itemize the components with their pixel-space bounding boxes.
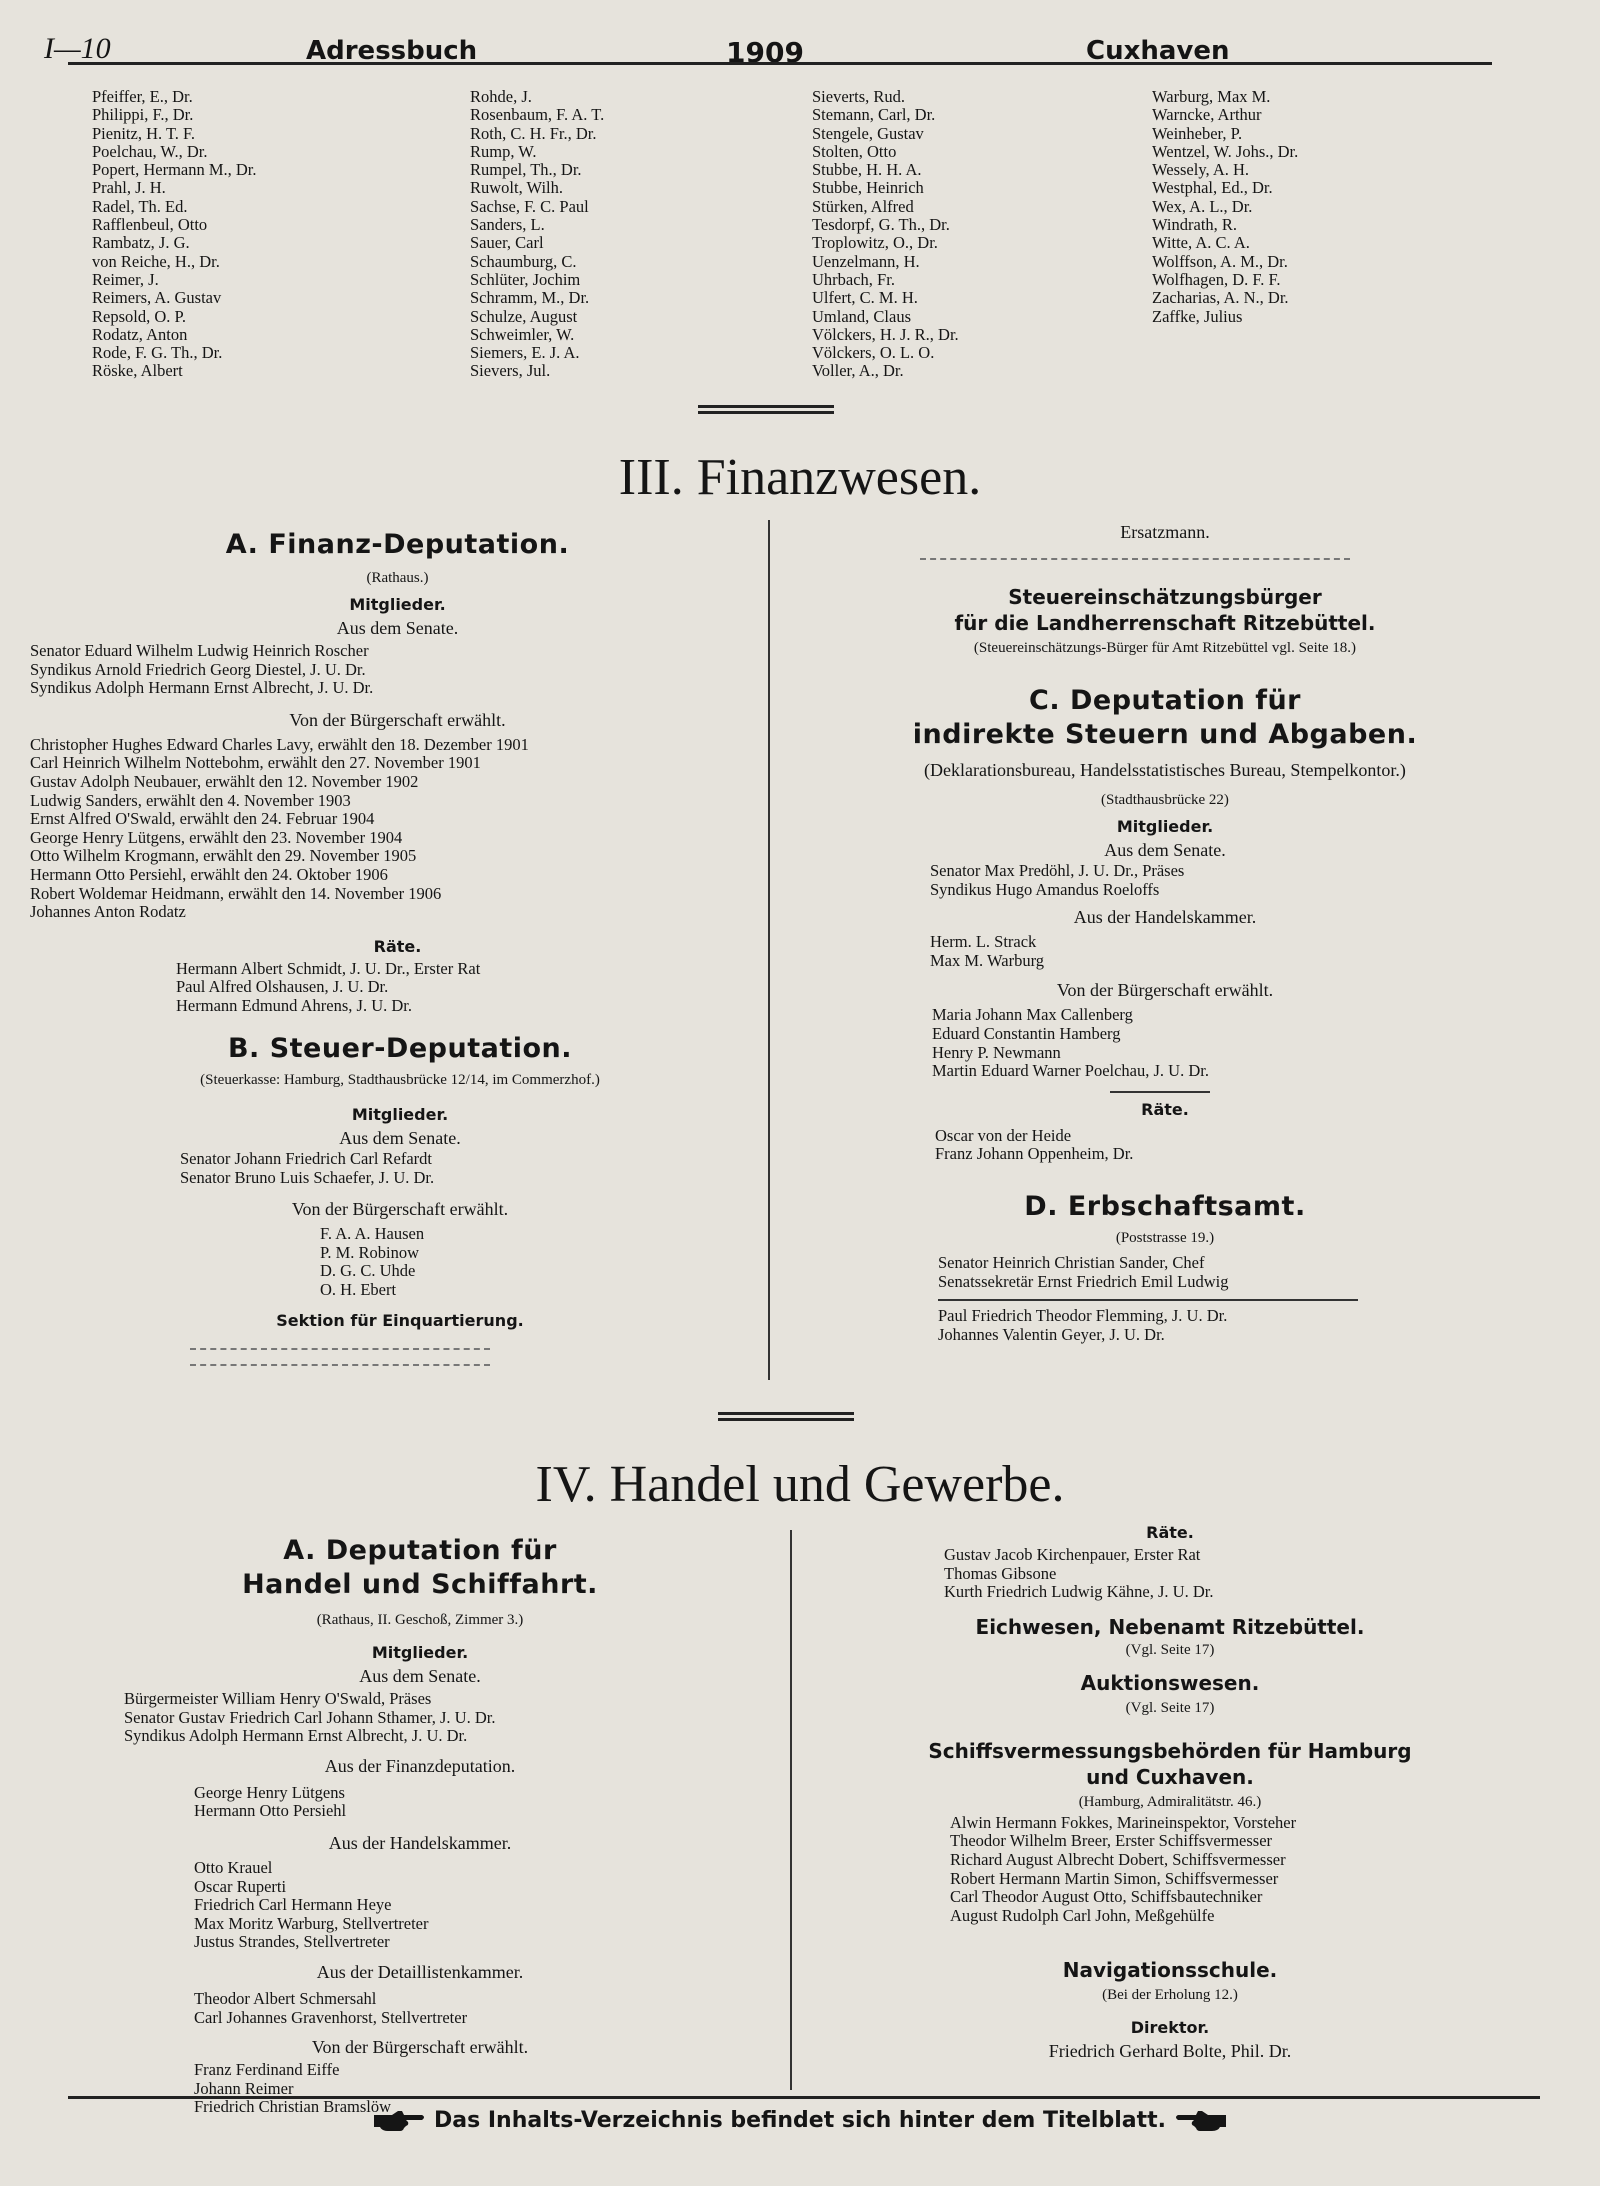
- auktion-ref: (Vgl. Seite 17): [1125, 1699, 1215, 1716]
- name-column-1: [92, 88, 257, 381]
- nav-title: Navigationsschule.: [1062, 1958, 1278, 1983]
- list-item: Paul Alfred Olshausen, J. U. Dr.: [176, 977, 389, 997]
- c-title-2: indirekte Steuern und Abgaben.: [912, 719, 1418, 750]
- list-item: Zaffke, Julius: [1152, 306, 1243, 326]
- list-item: Friedrich Christian Bramslöw: [194, 2097, 392, 2117]
- section-4-right: [800, 1522, 1540, 2063]
- heading: A. Finanz-Deputation.: [225, 529, 570, 560]
- list-item: Thomas Gibsone: [944, 1563, 1057, 1583]
- finanz-deputation: [30, 528, 765, 1016]
- list-item: Sieverts, Rud.: [812, 87, 906, 106]
- list-item: Wentzel, W. Johs., Dr.: [1152, 141, 1299, 161]
- list-item: Oscar von der Heide: [935, 1125, 1072, 1145]
- list-item: Johannes Anton Rodatz: [30, 902, 186, 922]
- list-item: Ludwig Sanders, erwählt den 4. November 1903: [30, 790, 351, 810]
- members-label: Mitglieder.: [349, 595, 446, 614]
- citizens-label: Von der Bürgerschaft erwählt.: [289, 709, 506, 730]
- ersatz-label: Ersatzmann.: [1120, 522, 1210, 542]
- footer: [0, 2108, 1600, 2134]
- heading: B. Steuer-Deputation.: [227, 1033, 573, 1064]
- citizens-label: Von der Bürgerschaft erwählt.: [311, 2037, 529, 2058]
- senate-label: Aus dem Senate.: [339, 1128, 461, 1148]
- steuer-note: (Steuereinschätzungs-Bürger für Amt Ritzebüttel vgl. Seite 18.): [973, 640, 1357, 656]
- c-councils-list: [790, 1127, 1540, 1164]
- location: (Steuerkasse: Hamburg, Stadthausbrücke 12/14, im Commerzhof.): [200, 1072, 600, 1088]
- eich-title: Eichwesen, Nebenamt Ritzebüttel.: [975, 1614, 1365, 1639]
- steuer-title-1: Steuereinschätzungsbürger: [1008, 585, 1322, 609]
- list-item: Justus Strandes, Stellvertreter: [194, 1932, 390, 1952]
- section-4-title: IV. Handel und Gewerbe.: [535, 1456, 1065, 1513]
- dashed-line: [190, 1364, 490, 1366]
- auktion-title: Auktionswesen.: [1080, 1670, 1260, 1695]
- list-item: Alwin Hermann Fokkes, Marineinspektor, Vorsteher: [950, 1812, 1297, 1832]
- list-item: Schlüter, Jochim: [470, 269, 581, 289]
- list-item: Tesdorpf, G. Th., Dr.: [812, 215, 950, 235]
- nav-location: (Bei der Erholung 12.): [1102, 1987, 1238, 2004]
- location: (Rathaus, II. Geschoß, Zimmer 3.): [316, 1612, 524, 1628]
- list-item: Stengele, Gustav: [812, 123, 924, 143]
- list-item: Sauer, Carl: [470, 233, 544, 253]
- steuer-title-2: für die Landherrenschaft Ritzebüttel.: [954, 611, 1376, 635]
- list-item: Oscar Ruperti: [194, 1876, 287, 1896]
- list-item: Warburg, Max M.: [1152, 87, 1271, 106]
- list-item: Troplowitz, O., Dr.: [812, 233, 938, 253]
- c-chamber-label: Aus der Handelskammer.: [1073, 907, 1257, 928]
- d-others-list: [790, 1307, 1540, 1344]
- list-item: Schulze, August: [470, 306, 578, 326]
- list-item: Rodatz, Anton: [92, 324, 188, 344]
- list-item: D. G. C. Uhde: [320, 1261, 416, 1281]
- retail-label: Aus der Detaillistenkammer.: [316, 1961, 524, 1982]
- header-left: Adressbuch: [306, 36, 478, 66]
- list-item: Senatssekretär Ernst Friedrich Emil Ludwig: [938, 1271, 1229, 1291]
- councils-label: Räte.: [1146, 1523, 1194, 1542]
- senate-label: Aus dem Senate.: [336, 618, 459, 638]
- list-item: Otto Wilhelm Krogmann, erwählt den 29. November 1905: [30, 846, 417, 866]
- list-item: Senator Max Predöhl, J. U. Dr., Präses: [930, 861, 1185, 880]
- list-item: Rode, F. G. Th., Dr.: [92, 343, 223, 363]
- list-item: Carl Johannes Gravenhorst, Stellvertreter: [194, 2007, 468, 2027]
- section-3-title: III. Finanzwesen.: [618, 449, 982, 506]
- chamber-list: [60, 1859, 780, 1952]
- list-item: George Henry Lütgens, erwählt den 23. November 1904: [30, 827, 403, 847]
- list-item: Sievers, Jul.: [470, 361, 551, 381]
- list-item: Rohde, J.: [470, 87, 532, 106]
- list-item: Syndikus Adolph Hermann Ernst Albrecht, J. U. Dr.: [30, 678, 374, 698]
- list-item: Christopher Hughes Edward Charles Lavy, erwählt den 18. Dezember 1901: [30, 734, 529, 754]
- list-item: Senator Johann Friedrich Carl Refardt: [180, 1149, 433, 1168]
- list-item: Prahl, J. H.: [92, 178, 166, 198]
- c-senate-label: Aus dem Senate.: [1104, 840, 1226, 860]
- list-item: Johannes Valentin Geyer, J. U. Dr.: [938, 1324, 1165, 1344]
- list-item: Gustav Jacob Kirchenpauer, Erster Rat: [944, 1545, 1201, 1564]
- list-item: Windrath, R.: [1152, 215, 1238, 235]
- list-item: Otto Krauel: [194, 1857, 273, 1877]
- list-item: Syndikus Arnold Friedrich Georg Diestel, J. U. Dr.: [30, 659, 366, 679]
- finance-label: Aus der Finanzdeputation.: [324, 1755, 516, 1776]
- councils-list: [800, 1546, 1540, 1602]
- c-location: (Stadthausbrücke 22): [1101, 792, 1229, 808]
- list-item: Herm. L. Strack: [930, 932, 1037, 952]
- list-item: Robert Hermann Martin Simon, Schiffsvermesser: [950, 1868, 1279, 1888]
- header-rule: [68, 62, 1492, 65]
- list-item: Popert, Hermann M., Dr.: [92, 160, 257, 180]
- section-label: Sektion für Einquartierung.: [276, 1310, 524, 1330]
- senate-list: [100, 1150, 700, 1187]
- list-item: Rumpel, Th., Dr.: [470, 160, 582, 180]
- d-rule: [938, 1299, 1358, 1301]
- councils-list: [30, 960, 765, 1016]
- list-item: Franz Ferdinand Eiffe: [194, 2060, 340, 2080]
- list-item: Hermann Otto Persiehl: [194, 1801, 347, 1821]
- list-item: Syndikus Hugo Amandus Roeloffs: [930, 879, 1160, 899]
- list-item: Henry P. Newmann: [932, 1042, 1061, 1062]
- list-item: Hermann Albert Schmidt, J. U. Dr., Erster Rat: [176, 958, 481, 978]
- c-councils-label: Räte.: [1141, 1099, 1189, 1119]
- eich-ref: (Vgl. Seite 17): [1125, 1641, 1215, 1658]
- list-item: Senator Bruno Luis Schaefer, J. U. Dr.: [180, 1167, 435, 1187]
- list-item: Rafflenbeul, Otto: [92, 215, 208, 235]
- list-item: Ruwolt, Wilh.: [470, 178, 563, 198]
- footer-text: Das Inhalts-Verzeichnis befindet sich hinter dem Titelblatt.: [433, 2108, 1166, 2133]
- list-item: Uenzelmann, H.: [812, 251, 920, 271]
- director-label: Direktor.: [1130, 2018, 1210, 2038]
- list-item: Völckers, O. L. O.: [812, 343, 935, 363]
- finance-list: [60, 1784, 780, 1821]
- steuer-deputation: [100, 1032, 700, 1366]
- location: (Rathaus.): [366, 570, 429, 586]
- column-divider: [768, 520, 770, 1380]
- c-title-1: C. Deputation für: [1029, 685, 1301, 716]
- list-item: Umland, Claus: [812, 306, 911, 326]
- list-item: Carl Theodor August Otto, Schiffsbautechniker: [950, 1887, 1263, 1907]
- name-column-3: [812, 88, 959, 381]
- name-column-2: [470, 88, 604, 381]
- list-item: von Reiche, H., Dr.: [92, 251, 220, 271]
- schiff-title-2: und Cuxhaven.: [1086, 1764, 1254, 1789]
- list-item: Stubbe, H. H. A.: [812, 160, 922, 180]
- list-item: P. M. Robinow: [320, 1242, 420, 1262]
- list-item: Wessely, A. H.: [1152, 160, 1250, 180]
- list-item: Eduard Constantin Hamberg: [932, 1023, 1121, 1043]
- footer-rule: [68, 2096, 1540, 2099]
- column-divider: [790, 1530, 792, 2090]
- list-item: Rambatz, J. G.: [92, 233, 190, 253]
- list-item: Westphal, Ed., Dr.: [1152, 178, 1273, 198]
- list-item: Pienitz, H. T. F.: [92, 123, 196, 143]
- heading-2: Handel und Schiffahrt.: [242, 1569, 598, 1600]
- list-item: Rosenbaum, F. A. T.: [470, 105, 605, 125]
- header-year: 1909: [726, 36, 804, 69]
- list-item: Senator Eduard Wilhelm Ludwig Heinrich Roscher: [30, 641, 369, 660]
- list-item: Witte, A. C. A.: [1152, 233, 1250, 253]
- list-item: Robert Woldemar Heidmann, erwählt den 14. November 1906: [30, 883, 442, 903]
- c-chamber-list: [790, 933, 1540, 970]
- senate-label: Aus dem Senate.: [359, 1666, 481, 1686]
- list-item: Zacharias, A. N., Dr.: [1152, 288, 1289, 308]
- retail-list: [60, 1990, 780, 2027]
- members-label: Mitglieder.: [351, 1105, 449, 1124]
- list-item: Pfeiffer, E., Dr.: [92, 87, 193, 106]
- list-item: Bürgermeister William Henry O'Swald, Präses: [124, 1689, 432, 1708]
- pointing-hand-right-icon: [372, 2108, 426, 2134]
- list-item: Völckers, H. J. R., Dr.: [812, 324, 959, 344]
- list-item: Kurth Friedrich Ludwig Kähne, J. U. Dr.: [944, 1582, 1214, 1602]
- c-citizens-list: [790, 1006, 1540, 1080]
- citizens-label: Von der Bürgerschaft erwählt.: [291, 1199, 509, 1220]
- schiff-title-1: Schiffsvermessungsbehörden für Hamburg: [928, 1738, 1412, 1763]
- schiff-staff-list: [800, 1814, 1540, 1926]
- pointing-hand-left-icon: [1174, 2108, 1228, 2134]
- section-3-right: [790, 520, 1540, 1344]
- list-item: F. A. A. Hausen: [320, 1224, 425, 1244]
- list-item: Wolfhagen, D. F. F.: [1152, 269, 1281, 289]
- list-item: Senator Gustav Friedrich Carl Johann Sthamer, J. U. Dr.: [124, 1707, 496, 1727]
- list-item: Schaumburg, C.: [470, 251, 577, 271]
- list-item: Roth, C. H. Fr., Dr.: [470, 123, 597, 143]
- list-item: Reimers, A. Gustav: [92, 288, 222, 308]
- list-item: George Henry Lütgens: [194, 1782, 345, 1802]
- list-item: Repsold, O. P.: [92, 306, 186, 326]
- list-item: Carl Heinrich Wilhelm Nottebohm, erwählt den 27. November 1901: [30, 753, 481, 773]
- list-item: Poelchau, W., Dr.: [92, 141, 208, 161]
- name-column-4: [1152, 88, 1298, 326]
- list-item: Johann Reimer: [194, 2078, 294, 2098]
- list-item: Hermann Edmund Ahrens, J. U. Dr.: [176, 995, 413, 1015]
- list-item: Syndikus Adolph Hermann Ernst Albrecht, J. U. Dr.: [124, 1726, 468, 1746]
- list-item: O. H. Ebert: [320, 1279, 397, 1299]
- list-item: Gustav Adolph Neubauer, erwählt den 12. November 1902: [30, 771, 419, 791]
- list-item: Theodor Albert Schmersahl: [194, 1988, 377, 2008]
- list-item: Franz Johann Oppenheim, Dr.: [935, 1144, 1134, 1164]
- list-item: Sanders, L.: [470, 215, 545, 235]
- list-item: Warncke, Arthur: [1152, 105, 1262, 125]
- list-item: Schweimler, W.: [470, 324, 575, 344]
- list-item: Wex, A. L., Dr.: [1152, 196, 1253, 216]
- list-item: Weinheber, P.: [1152, 123, 1243, 143]
- section-divider: [698, 405, 834, 414]
- list-item: Ulfert, C. M. H.: [812, 288, 918, 308]
- list-item: Max Moritz Warburg, Stellvertreter: [194, 1913, 429, 1933]
- citizens-list: [30, 736, 765, 922]
- list-item: Sachse, F. C. Paul: [470, 196, 589, 216]
- list-item: Ernst Alfred O'Swald, erwählt den 24. Februar 1904: [30, 809, 375, 829]
- list-item: Hermann Otto Persiehl, erwählt den 24. Oktober 1906: [30, 864, 388, 884]
- list-item: Wolffson, A. M., Dr.: [1152, 251, 1288, 271]
- list-item: Paul Friedrich Theodor Flemming, J. U. Dr.: [938, 1306, 1228, 1326]
- heading-1: A. Deputation für: [283, 1535, 557, 1566]
- list-item: Siemers, E. J. A.: [470, 343, 580, 363]
- page-number: I—10: [44, 32, 111, 65]
- list-item: Reimer, J.: [92, 269, 159, 289]
- d-title: D. Erbschaftsamt.: [1024, 1190, 1306, 1222]
- list-item: Philippi, F., Dr.: [92, 105, 194, 125]
- c-note: (Deklarationsbureau, Handelsstatistisches Bureau, Stempelkontor.): [924, 760, 1406, 780]
- list-item: Senator Heinrich Christian Sander, Chef: [938, 1252, 1205, 1272]
- citizens-list: [100, 1225, 700, 1299]
- list-item: Rump, W.: [470, 141, 537, 161]
- list-item: Schramm, M., Dr.: [470, 288, 590, 308]
- d-staff-list: [790, 1254, 1540, 1291]
- senate-list: [60, 1690, 780, 1746]
- list-item: Maria Johann Max Callenberg: [932, 1005, 1133, 1025]
- chamber-label: Aus der Handelskammer.: [328, 1832, 512, 1853]
- c-citizens-label: Von der Bürgerschaft erwählt.: [1056, 980, 1274, 1001]
- header-right: Cuxhaven: [1086, 36, 1230, 66]
- director-name: Friedrich Gerhard Bolte, Phil. Dr.: [1048, 2041, 1292, 2062]
- section-divider: [718, 1412, 854, 1421]
- list-item: Richard August Albrecht Dobert, Schiffsvermesser: [950, 1849, 1286, 1869]
- schiff-location: (Hamburg, Admiralitätstr. 46.): [1078, 1793, 1262, 1810]
- list-item: Radel, Th. Ed.: [92, 196, 188, 216]
- dashed-line: [190, 1348, 490, 1350]
- list-item: Stürken, Alfred: [812, 196, 914, 216]
- list-item: Stubbe, Heinrich: [812, 178, 924, 198]
- c-senate-list: [790, 862, 1540, 899]
- short-rule: [1110, 1091, 1210, 1093]
- list-item: Voller, A., Dr.: [812, 361, 904, 381]
- list-item: Martin Eduard Warner Poelchau, J. U. Dr.: [932, 1061, 1209, 1081]
- list-item: Stolten, Otto: [812, 141, 897, 161]
- list-item: Stemann, Carl, Dr.: [812, 105, 936, 125]
- list-item: Theodor Wilhelm Breer, Erster Schiffsvermesser: [950, 1831, 1273, 1851]
- handel-deputation: [60, 1534, 780, 2117]
- members-label: Mitglieder.: [371, 1643, 469, 1662]
- senate-list: [30, 642, 765, 698]
- list-item: Friedrich Carl Hermann Heye: [194, 1895, 392, 1915]
- councils-label: Räte.: [373, 936, 422, 956]
- list-item: Röske, Albert: [92, 361, 183, 381]
- c-members-label: Mitglieder.: [1116, 817, 1214, 836]
- list-item: August Rudolph Carl John, Meßgehülfe: [950, 1905, 1215, 1925]
- d-location: (Poststrasse 19.): [1115, 1229, 1215, 1246]
- list-item: Max M. Warburg: [930, 950, 1045, 970]
- dashed-line: [920, 558, 1350, 560]
- list-item: Uhrbach, Fr.: [812, 269, 895, 289]
